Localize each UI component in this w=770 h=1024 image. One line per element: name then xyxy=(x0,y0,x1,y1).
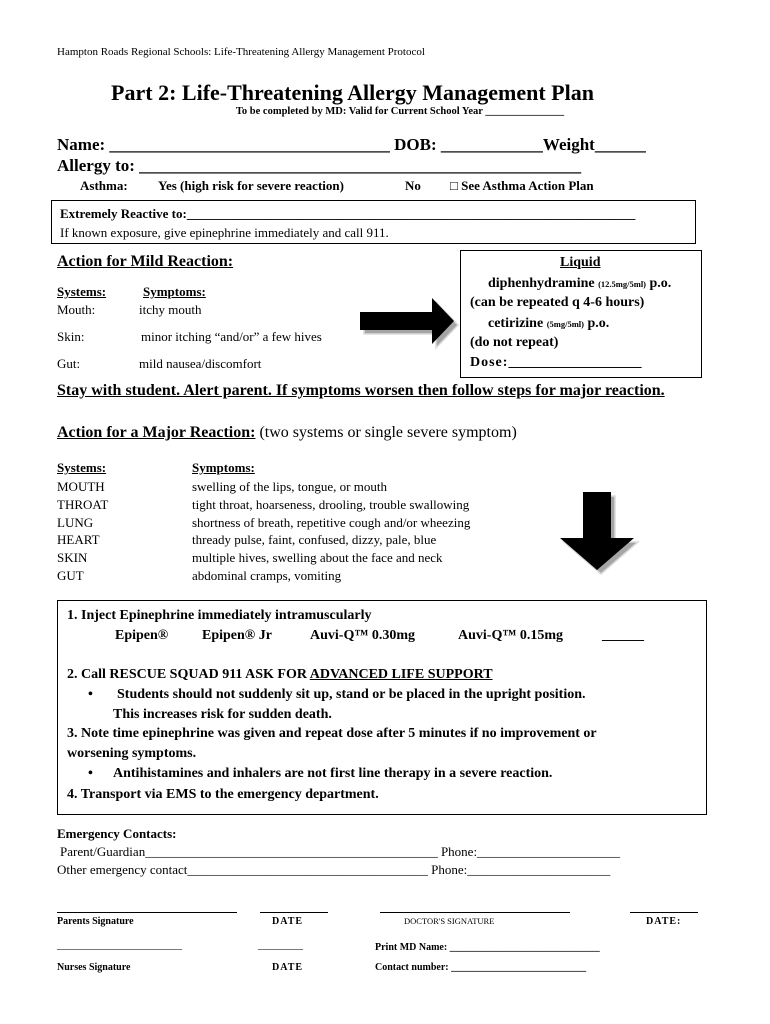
drug1-dose: (12.5mg/5ml) xyxy=(598,279,647,289)
mild-system-gut: Gut: xyxy=(57,356,81,371)
page-title: Part 2: Life-Threatening Allergy Management Plan xyxy=(111,80,594,105)
epipen-jr-option[interactable]: Epipen® Jr xyxy=(202,628,272,643)
date-line-3[interactable]: _________ xyxy=(258,940,303,951)
bullet-sudden-death: This increases risk for sudden death. xyxy=(113,707,332,722)
major-symptom-row: swelling of the lips, tongue, or mouth xyxy=(192,479,387,494)
advanced-life-support: ADVANCED LIFE SUPPORT xyxy=(309,667,493,682)
major-systems-header: Systems: xyxy=(57,460,107,475)
drug2-dose: (5mg/5ml) xyxy=(546,319,584,329)
drug2-note: (do not repeat) xyxy=(470,335,559,350)
major-system-row: GUT xyxy=(57,568,84,583)
mild-system-mouth: Mouth: xyxy=(57,302,96,317)
dose-label: Dose: xyxy=(470,355,509,370)
major-system-row: THROAT xyxy=(57,497,109,512)
drug1-route: p.o. xyxy=(649,276,672,291)
nurses-signature-label: Nurses Signature xyxy=(57,962,131,973)
step-3-continued: worsening symptoms. xyxy=(67,746,197,761)
name-dob-weight-line[interactable]: Name: _________________________________ DOB: ____________Weight______ xyxy=(57,135,646,154)
drug2-name: cetirizine xyxy=(488,316,544,331)
drug1-name: diphenhydramine xyxy=(488,276,595,291)
doctor-signature-line[interactable] xyxy=(380,912,570,913)
date-line-2[interactable] xyxy=(630,912,698,913)
major-symptom-row: tight throat, hoarseness, drooling, trouble swallowing xyxy=(192,497,470,512)
auvi-q-015-option[interactable]: Auvi-Q™ 0.15mg xyxy=(458,628,563,643)
mild-system-skin: Skin: xyxy=(57,329,85,344)
allergy-to-line[interactable]: Allergy to: ____________________________________________________ xyxy=(57,156,582,175)
step-4-transport: 4. Transport via EMS to the emergency department. xyxy=(67,787,379,802)
major-symptom-row: thready pulse, faint, confused, dizzy, pale, blue xyxy=(192,532,437,547)
asthma-no-option[interactable]: No xyxy=(405,178,421,193)
bullet-icon: • xyxy=(88,766,93,781)
asthma-label: Asthma: xyxy=(80,178,128,193)
step-3-note-time: 3. Note time epinephrine was given and repeat dose after 5 minutes if no improvement or xyxy=(67,726,597,741)
major-system-row: SKIN xyxy=(57,550,88,565)
date-label-2: DATE: xyxy=(646,916,682,927)
epipen-option[interactable]: Epipen® xyxy=(115,628,169,643)
mild-reaction-title: Action for Mild Reaction: xyxy=(57,253,234,270)
step-1-inject: 1. Inject Epinephrine immediately intramuscularly xyxy=(67,608,372,623)
mild-symptom-skin: minor itching “and/or” a few hives xyxy=(141,329,322,344)
bullet-icon: • xyxy=(88,687,93,702)
down-arrow-icon xyxy=(552,488,648,576)
page-header: Hampton Roads Regional Schools: Life-Threatening Allergy Management Protocol xyxy=(57,46,425,58)
stay-with-student-instruction: Stay with student. Alert parent. If symptoms worsen then follow steps for major reaction. xyxy=(57,382,665,399)
auvi-q-030-option[interactable]: Auvi-Q™ 0.30mg xyxy=(310,628,415,643)
bullet-antihistamines: Antihistamines and inhalers are not first line therapy in a severe reaction. xyxy=(113,766,553,781)
mild-symptoms-header: Symptoms: xyxy=(143,284,206,299)
contact-number-line[interactable]: Contact number: ___________________________ xyxy=(375,962,587,973)
date-line-1[interactable] xyxy=(260,912,328,913)
asthma-yes-option[interactable]: Yes (high risk for severe reaction) xyxy=(158,178,344,193)
bullet-upright-warning: Students should not suddenly sit up, stand or be placed in the upright position. xyxy=(117,687,586,702)
step-2-call xyxy=(67,667,493,683)
right-arrow-icon xyxy=(356,292,460,354)
dose-line[interactable] xyxy=(470,355,641,371)
emergency-contacts-title: Emergency Contacts: xyxy=(57,826,177,841)
exposure-instruction: If known exposure, give epinephrine immediately and call 911. xyxy=(60,225,389,240)
mild-symptom-mouth: itchy mouth xyxy=(139,302,202,317)
mild-symptom-gut: mild nausea/discomfort xyxy=(139,356,262,371)
major-system-row: LUNG xyxy=(57,515,94,530)
date-label-1: DATE xyxy=(272,916,304,927)
parent-guardian-line[interactable]: Parent/Guardian_____________________________________________ Phone:______________________ xyxy=(60,844,621,859)
major-symptoms-header: Symptoms: xyxy=(192,460,255,475)
major-symptom-row: multiple hives, swelling about the face and neck xyxy=(192,550,443,565)
major-system-row: HEART xyxy=(57,532,100,547)
major-system-row: MOUTH xyxy=(57,479,105,494)
other-contact-line[interactable]: Other emergency contact_____________________________________ Phone:______________________ xyxy=(57,862,611,877)
parents-signature-line[interactable] xyxy=(57,912,237,913)
major-symptom-row: abdominal cramps, vomiting xyxy=(192,568,342,583)
drug1-note: (can be repeated q 4-6 hours) xyxy=(470,295,645,310)
step-2-text: 2. Call RESCUE SQUAD 911 ASK FOR xyxy=(67,667,310,682)
extremely-reactive-line[interactable]: Extremely Reactive to:_____________________________________________________________________ xyxy=(60,206,636,221)
major-reaction-heading xyxy=(57,424,517,442)
asthma-action-plan-checkbox[interactable]: □ See Asthma Action Plan xyxy=(450,178,594,193)
cetirizine-line xyxy=(488,316,609,332)
dose-blank[interactable]: ___________________ xyxy=(508,355,642,370)
mild-systems-header: Systems: xyxy=(57,284,107,299)
drug2-route: p.o. xyxy=(587,316,610,331)
parents-signature-label: Parents Signature xyxy=(57,916,134,927)
major-symptom-row: shortness of breath, repetitive cough and/or wheezing xyxy=(192,515,471,530)
nurses-signature-line[interactable]: _________________________ xyxy=(57,940,182,951)
page-subtitle: To be completed by MD: Valid for Current School Year _______________ xyxy=(235,106,565,117)
major-reaction-note: (two systems or single severe symptom) xyxy=(259,424,517,441)
epinephrine-blank[interactable]: ______ xyxy=(602,628,644,643)
print-md-name-line[interactable]: Print MD Name: ______________________________ xyxy=(375,942,600,953)
diphenhydramine-line xyxy=(488,276,671,292)
doctor-signature-label: DOCTOR'S SIGNATURE xyxy=(404,916,495,926)
liquid-title: Liquid xyxy=(560,255,601,270)
major-reaction-title: Action for a Major Reaction: xyxy=(57,424,256,441)
date-label-3: DATE xyxy=(272,962,304,973)
